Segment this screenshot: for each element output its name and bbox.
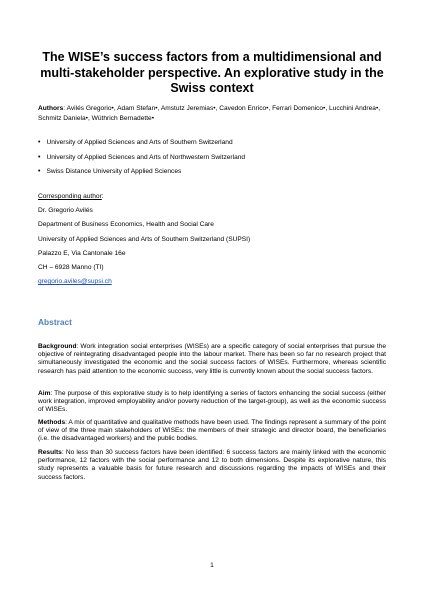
abstract-methods: [38, 419, 386, 444]
affiliation-item: [38, 139, 378, 147]
affiliation-item: [38, 168, 378, 176]
authors-label: Authors: [38, 105, 64, 112]
abstract-aim: [38, 390, 386, 415]
background-text: : Work integration social enterprises (WISEs) are a specific category of social enterprises that pursue the objective of reintegrating disadvantaged people into the labour market. There has been so far no research project that simultaneously investigated the economic and the social success factors of WISEs. Furthermore, whereas scientific research has paid attention to the economic success, very little is currently known about the social success factors.: [38, 343, 386, 375]
methods-text: : A mix of quantitative and qualitative methods have been used. The findings represent a summary of the point of view of the three main stakeholders of WISEs: the members of their strategic and director board, the beneficiaries (i.e. the disadvantaged workers) and the public bodies.: [38, 419, 386, 443]
affiliation-marker: •: [38, 139, 41, 146]
page-number: 1: [210, 562, 214, 569]
affiliation-marker: •: [38, 168, 41, 175]
abstract-results: [38, 449, 386, 482]
affiliation-item: [38, 154, 378, 162]
methods-label: Methods: [38, 419, 66, 426]
author-university: University of Applied Sciences and Arts of Southern Switzerland (SUPSI): [38, 235, 251, 243]
affiliation-text: Swiss Distance University of Applied Sciences: [46, 168, 182, 175]
corresponding-author-heading: [38, 193, 378, 201]
author-department: Department of Business Economics, Health and Social Care: [38, 221, 214, 229]
author-city: CH – 6928 Manno (TI): [38, 263, 104, 271]
author-address: Palazzo E, Via Cantonale 16e: [38, 249, 126, 257]
affiliation-text: University of Applied Sciences and Arts of Northwestern Switzerland: [46, 153, 246, 161]
aim-label: Aim: [38, 390, 51, 397]
affiliation-list: [38, 139, 378, 183]
aim-text: : The purpose of this explorative study is to help identifying a series of factors enhancing the social success (either work integration, improved employability and/or poverty reduction of the target-group), as well as the economic success of WISEs.: [38, 390, 386, 414]
corresponding-author-heading-text: Corresponding author: [38, 193, 102, 200]
background-label: Background: [38, 343, 77, 350]
corresponding-author-block: [38, 193, 378, 292]
abstract-heading: Abstract: [38, 317, 72, 327]
paper-title: The WISE’s success factors from a multidimensional and multi-stakeholder perspective. An explorative study in the Swiss context: [40, 50, 384, 95]
authors-line: [38, 104, 388, 123]
results-text: : No less than 30 success factors have been identified: 6 success factors are mainly linked with the economic performance, 12 factors with the social performance and 12 to both dimensions. Despite its explorative nature, this study represents a valuable basis for future research and discussions regarding the impacts of WISEs and their success factors.: [38, 449, 386, 481]
author-email-link[interactable]: gregorio.aviles@supsi.ch: [38, 278, 112, 286]
affiliation-marker: •: [38, 153, 41, 161]
corresponding-author-heading-colon: :: [101, 193, 104, 200]
results-label: Results: [38, 449, 62, 456]
affiliation-text: University of Applied Sciences and Arts of Southern Switzerland: [46, 139, 233, 146]
authors-names: : Avilés Gregorio•, Adam Stefan•, Amstutz Jeremias•, Cavedon Enrico•, Ferrari Domenico•, Lucchini Andrea•, Schmitz Daniela•, Wüthrich Bernadette•: [38, 105, 381, 122]
author-name: Dr. Gregorio Avilés: [38, 207, 93, 215]
abstract-background: [38, 343, 386, 376]
